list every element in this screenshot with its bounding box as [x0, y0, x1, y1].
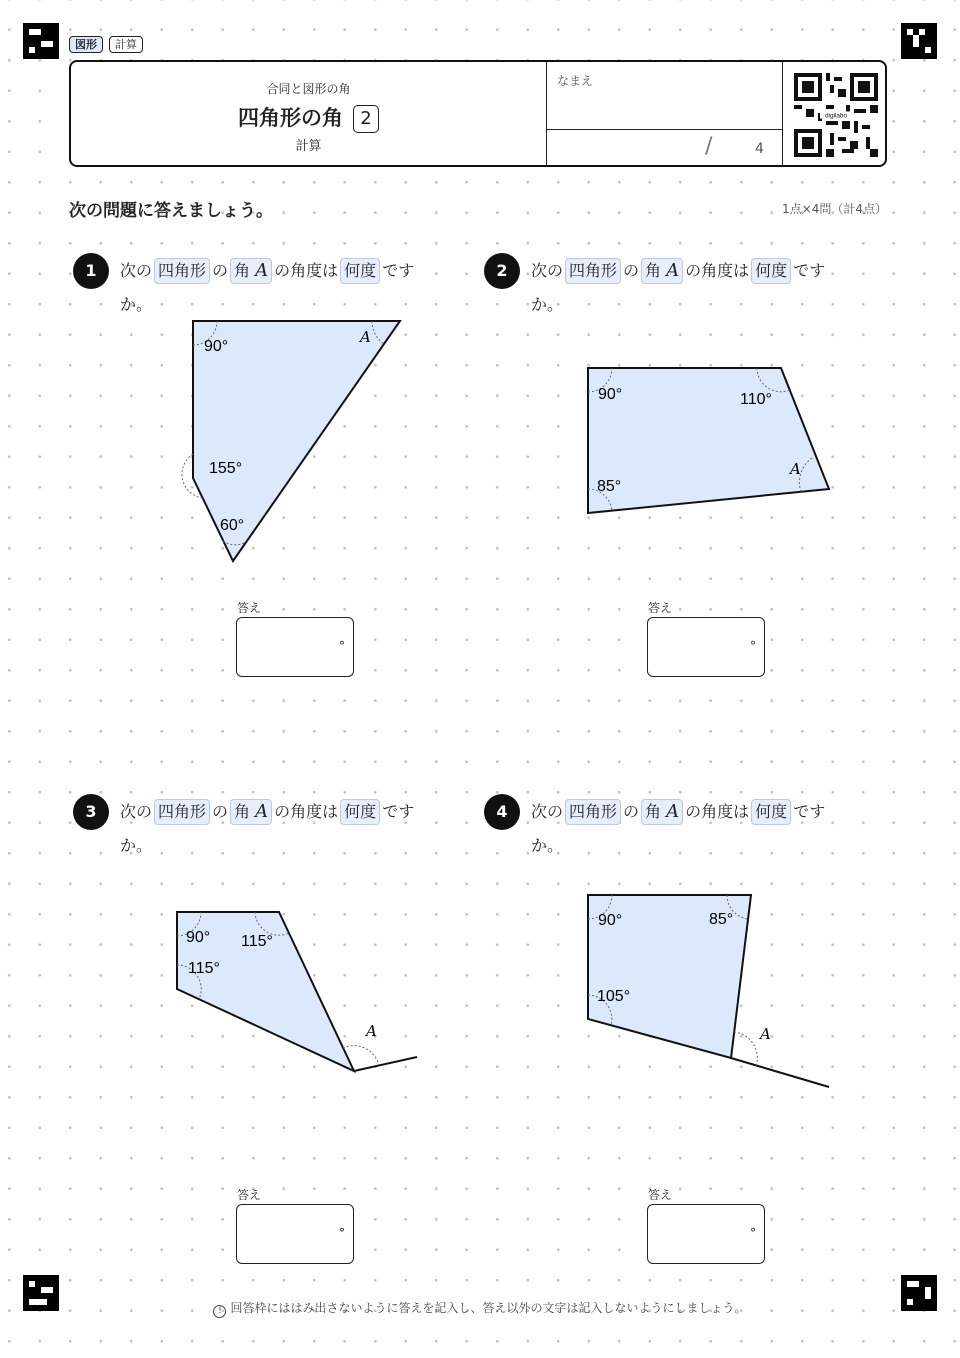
question-text — [120, 799, 470, 825]
answer-input-4[interactable] — [647, 1204, 765, 1264]
angle-label: 115° — [188, 960, 220, 977]
q-word: の角度は — [685, 261, 750, 280]
q-word: の — [623, 261, 640, 280]
question-text-end: か。 — [531, 836, 564, 855]
q-keyword-angle — [641, 258, 683, 284]
q-keyword-shape: 四角形 — [154, 799, 210, 825]
q-word: の角度は — [274, 802, 339, 821]
corner-marker-top-right — [901, 23, 937, 59]
footer-note-text: 回答枠にははみ出さないように答えを記入し、答え以外の文字は記入しないようにしましょう。 — [230, 1301, 747, 1315]
question-number-badge: 4 — [484, 794, 520, 830]
worksheet-category: 計算 — [295, 139, 322, 154]
q-word: 角 — [234, 261, 251, 280]
qr-code — [782, 62, 885, 165]
answer-label: 答え — [648, 601, 673, 615]
question-text-end: か。 — [120, 295, 153, 314]
angle-label: 110° — [740, 391, 772, 408]
angle-label: 90° — [598, 912, 623, 929]
page-title — [71, 102, 546, 133]
q-word: の角度は — [274, 261, 339, 280]
angle-label: 90° — [204, 338, 229, 355]
q-word: の — [623, 802, 640, 821]
figure-4 — [575, 885, 840, 1095]
worksheet-header — [69, 60, 887, 167]
degree-unit: ° — [339, 639, 345, 653]
q-keyword-nando: 何度 — [340, 799, 380, 825]
question-text — [531, 799, 881, 825]
question-text-end: か。 — [120, 836, 153, 855]
angle-label-target: A — [366, 1022, 377, 1040]
q-word: 角 — [645, 261, 662, 280]
q-keyword-angle — [230, 258, 272, 284]
angle-label: 90° — [598, 386, 623, 403]
angle-label: 155° — [209, 460, 243, 477]
q-word: です — [382, 802, 415, 821]
qr-code-icon — [794, 73, 878, 157]
instruction-text: 次の問題に答えましょう。 — [69, 201, 273, 221]
q-variable: A — [666, 801, 680, 822]
q-word: 角 — [234, 802, 251, 821]
name-field[interactable] — [546, 62, 782, 130]
q-variable: A — [666, 260, 680, 281]
answer-input-2[interactable] — [647, 617, 765, 677]
q-word: 次の — [120, 261, 153, 280]
q-keyword-shape: 四角形 — [565, 799, 621, 825]
q-word: 次の — [531, 802, 564, 821]
angle-label: 85° — [597, 478, 622, 495]
q-keyword-angle — [641, 799, 683, 825]
figure-3 — [165, 900, 430, 1080]
name-label: なまえ — [557, 74, 594, 88]
degree-unit: ° — [339, 1226, 345, 1240]
q-word: 角 — [645, 802, 662, 821]
q-variable: A — [255, 801, 269, 822]
q-keyword-shape: 四角形 — [154, 258, 210, 284]
worksheet-number: 2 — [353, 105, 379, 133]
answer-input-3[interactable] — [236, 1204, 354, 1264]
question-number-badge: 1 — [73, 253, 109, 289]
info-icon: ! — [213, 1305, 226, 1318]
extension-line — [731, 1058, 829, 1087]
angle-label: 85° — [709, 911, 734, 928]
q-word: の — [212, 802, 229, 821]
unit-subtitle: 合同と図形の角 — [266, 82, 351, 96]
footer-note — [0, 1299, 960, 1318]
q-word: 次の — [120, 802, 153, 821]
tag-zukei: 図形 — [69, 36, 103, 53]
q-keyword-nando: 何度 — [340, 258, 380, 284]
question-text — [120, 258, 470, 284]
page-title-text: 四角形の角 — [238, 106, 343, 130]
figure-2 — [575, 355, 840, 525]
question-number-badge: 2 — [484, 253, 520, 289]
header-title-area — [71, 62, 546, 165]
angle-label-target: A — [360, 328, 371, 346]
q-keyword-nando: 何度 — [751, 258, 791, 284]
qr-label: digilabo — [824, 112, 848, 120]
points-text: 1点×4問（計4点） — [782, 202, 887, 216]
question-text — [531, 258, 881, 284]
answer-label: 答え — [237, 1188, 262, 1202]
category-tags — [69, 36, 143, 53]
degree-unit: ° — [750, 1226, 756, 1240]
figure-1 — [180, 310, 420, 575]
angle-label: 115° — [241, 933, 273, 950]
q-keyword-angle — [230, 799, 272, 825]
angle-label-target: A — [790, 460, 801, 478]
answer-input-1[interactable] — [236, 617, 354, 677]
score-total: 4 — [755, 141, 764, 157]
corner-marker-top-left — [23, 23, 59, 59]
q-word: の — [212, 261, 229, 280]
q-word: です — [793, 261, 826, 280]
q-keyword-shape: 四角形 — [565, 258, 621, 284]
degree-unit: ° — [750, 639, 756, 653]
quadrilateral-2 — [588, 368, 829, 513]
angle-label-target: A — [760, 1025, 771, 1043]
q-word: 次の — [531, 261, 564, 280]
tag-keisan: 計算 — [109, 36, 143, 53]
answer-label: 答え — [648, 1188, 673, 1202]
score-slash: / — [705, 134, 713, 159]
angle-label: 105° — [597, 988, 631, 1005]
question-text-end: か。 — [531, 295, 564, 314]
q-word: です — [793, 802, 826, 821]
extension-line — [354, 1057, 417, 1071]
q-keyword-nando: 何度 — [751, 799, 791, 825]
q-word: の角度は — [685, 802, 750, 821]
angle-label: 90° — [186, 929, 211, 946]
answer-label: 答え — [237, 601, 262, 615]
angle-label: 60° — [220, 517, 245, 534]
score-field[interactable] — [546, 130, 782, 165]
q-variable: A — [255, 260, 269, 281]
q-word: です — [382, 261, 415, 280]
question-number-badge: 3 — [73, 794, 109, 830]
